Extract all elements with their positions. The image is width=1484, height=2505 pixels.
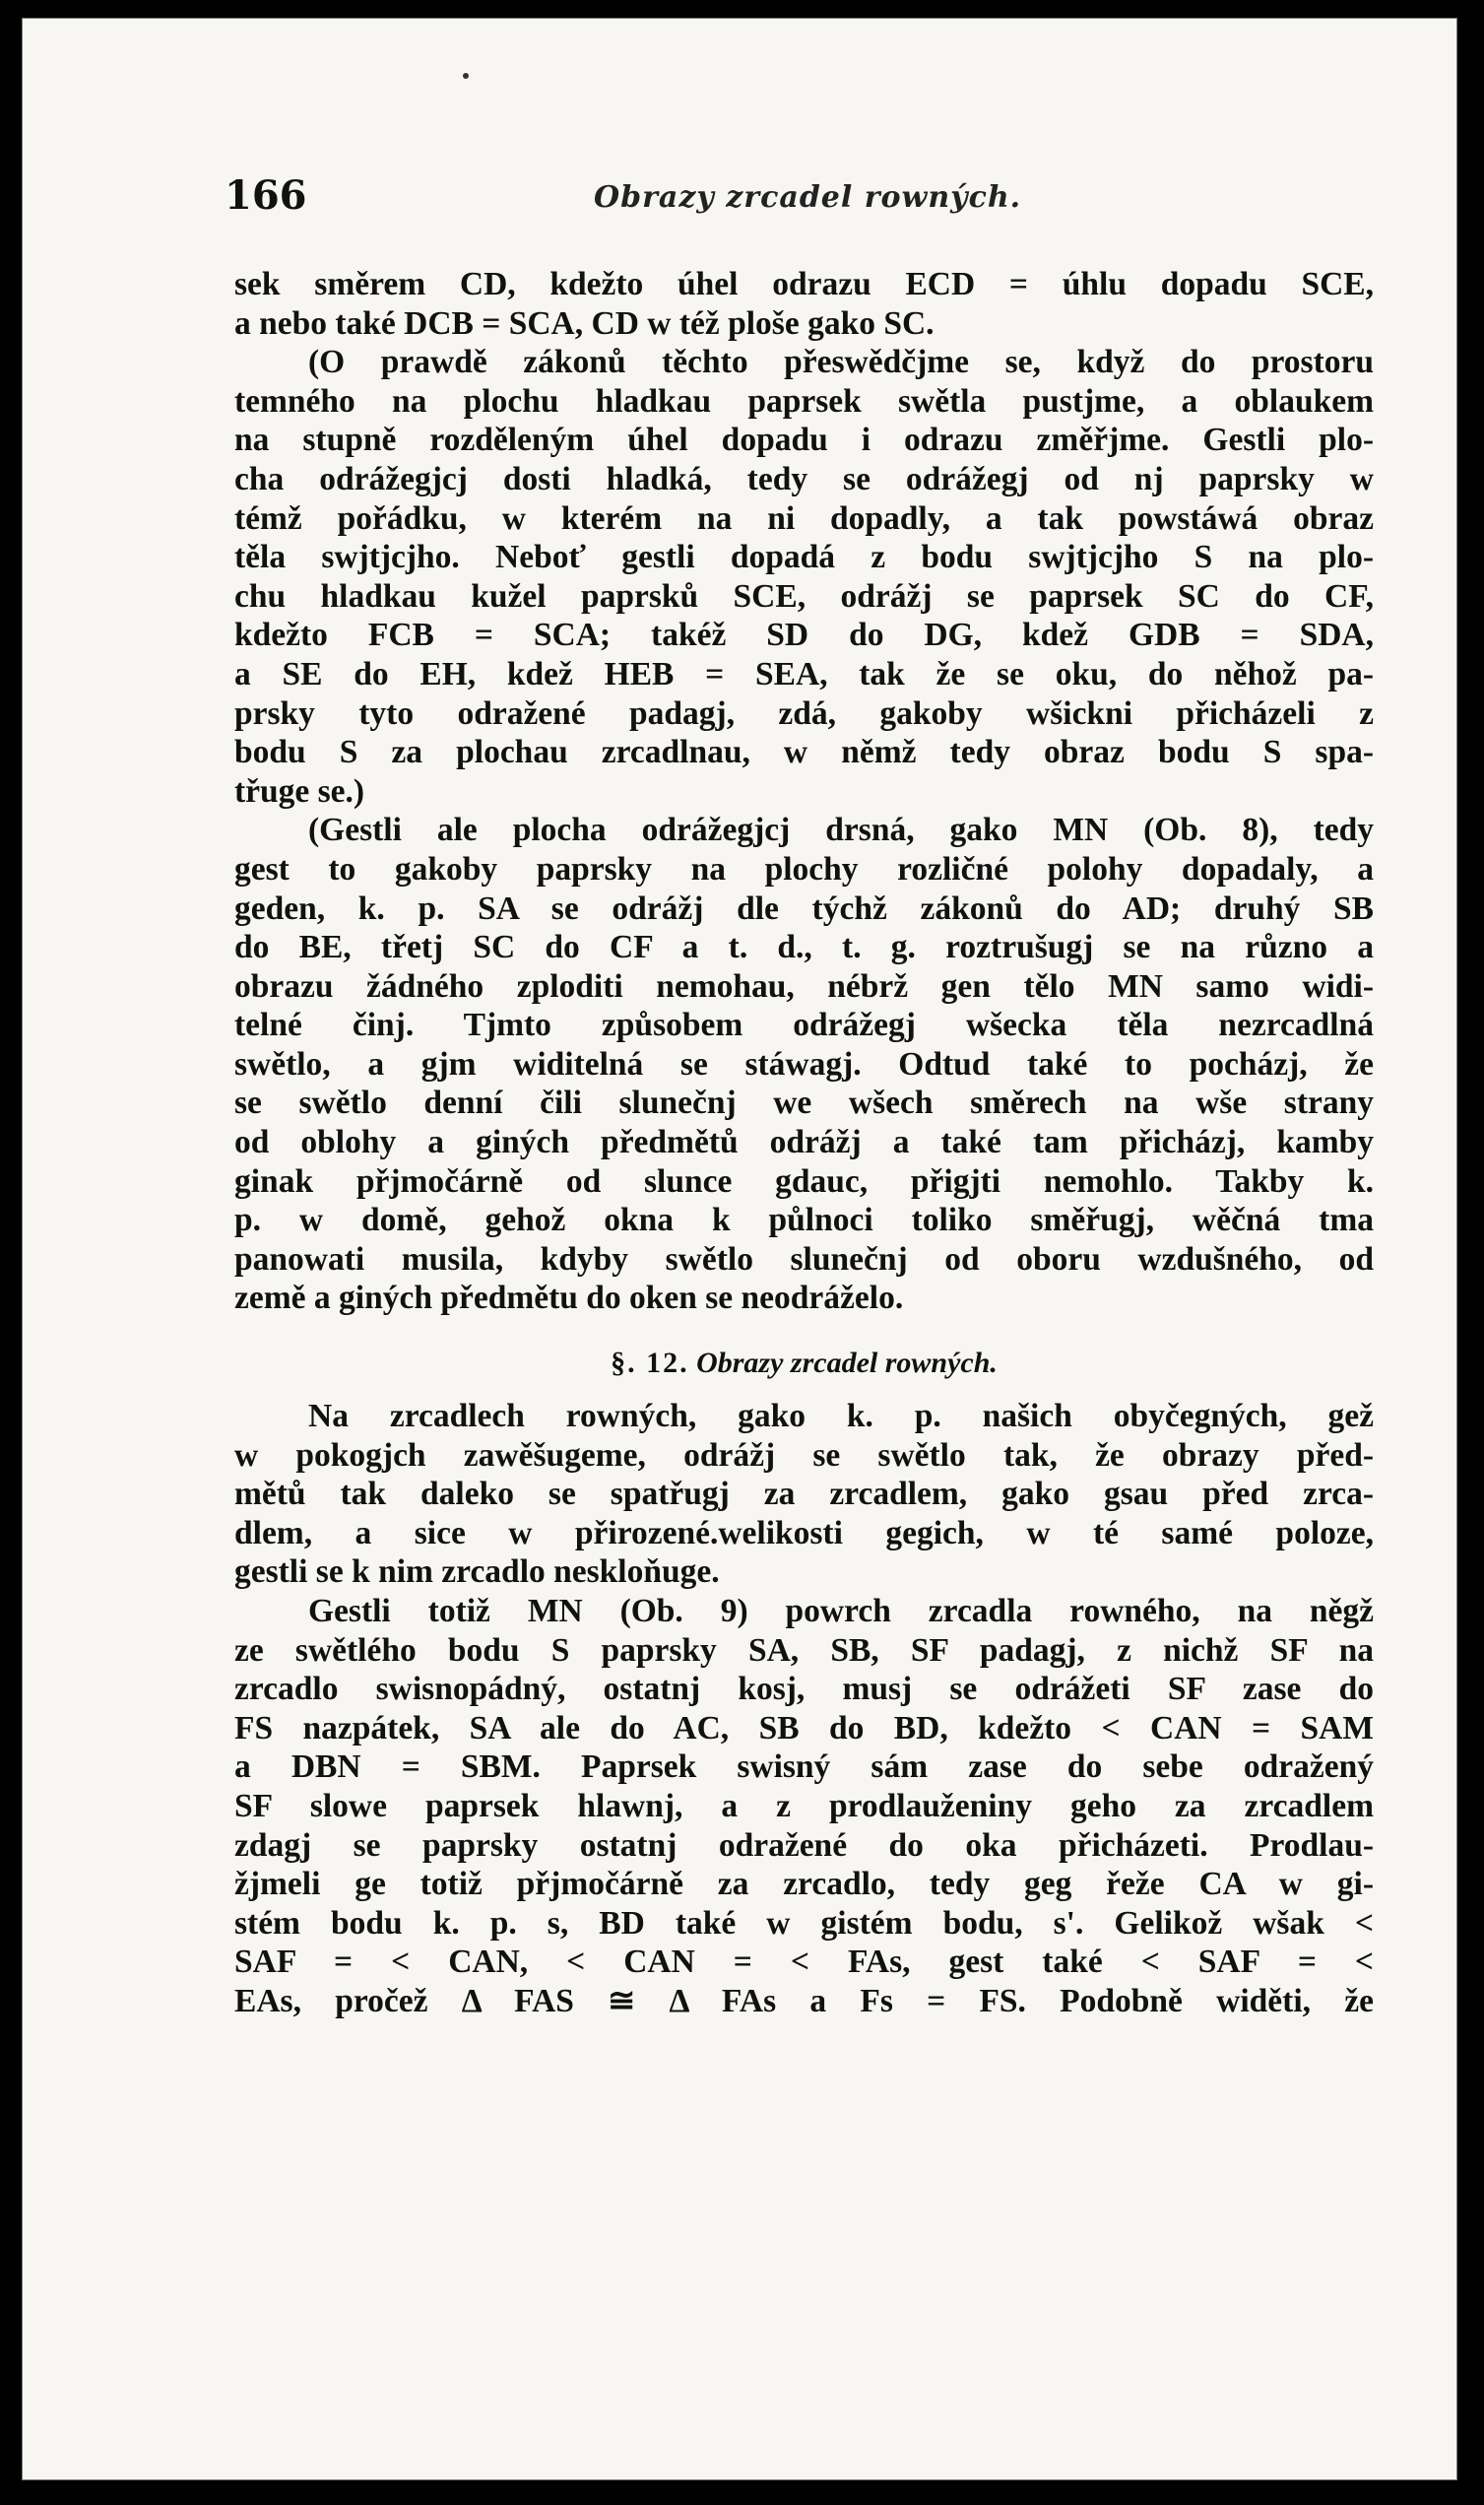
- text-line: od oblohy a giných předmětů odrážj a také tam přicházj, kamby: [234, 1124, 1374, 1161]
- text-line: dlem, a sice w přirozené.welikosti gegich, w té samé poloze,: [234, 1514, 1374, 1551]
- text-line: panowati musila, kdyby swětlo slunečnj od oboru wzdušného, od: [234, 1240, 1374, 1278]
- text-line: SAF = < CAN, < CAN = < FAs, gest také < SAF = <: [234, 1944, 1374, 1981]
- text-line: EAs, pročež Δ FAS ≅ Δ FAs a Fs = FS. Podobně widěti, že: [234, 1982, 1374, 2019]
- text-line: témž pořádku, w kterém na ni dopadly, a tak powstáwá obraz: [234, 499, 1374, 537]
- text-line: ginak přjmočárně od slunce gdauc, přigjti nemohlo. Takby k.: [234, 1162, 1374, 1200]
- text-line: (Gestli ale plocha odrážegjcj drsná, gako MN (Ob. 8), tedy: [308, 812, 1374, 849]
- text-line: swětlo, a gjm widitelná se stáwagj. Odtud také to pocházj, že: [234, 1045, 1374, 1083]
- text-line: temného na plochu hladkau paprsek swětla pustjme, a oblaukem: [234, 382, 1374, 420]
- page-number: 166: [225, 172, 307, 219]
- running-title: Obrazy zrcadel rowných.: [594, 180, 1022, 215]
- text-line: sek směrem CD, kdežto úhel odrazu ECD = úhlu dopadu SCE,: [234, 266, 1374, 302]
- text-line: gest to gakoby paprsky na plochy rozličné polohy dopadaly, a: [234, 850, 1374, 888]
- text-line: žjmeli ge totiž přjmočárně za zrcadlo, tedy geg řeže CA w gi-: [234, 1866, 1374, 1903]
- ink-speck: [463, 73, 469, 79]
- text-line: obrazu žádného zploditi nemohau, nébrž gen tělo MN samo widi-: [234, 967, 1374, 1005]
- section-number: §. 12.: [611, 1347, 689, 1380]
- text-line: třuge se.): [234, 772, 365, 810]
- text-line: na stupně rozděleným úhel dopadu i odrazu změřjme. Gestli plo-: [234, 422, 1374, 459]
- text-line: chu hladkau kužel paprsků SCE, odrážj se paprsek SC do CF,: [234, 577, 1374, 615]
- text-line: w pokogjch zawěšugeme, odrážj se swětlo tak, že obrazy před-: [234, 1436, 1374, 1474]
- section-heading: [234, 1334, 1374, 1393]
- text-line: gestli se k nim zrcadlo neskloňuge.: [234, 1553, 720, 1591]
- paragraph-4: [234, 1397, 1374, 1592]
- text-line: do BE, třetj SC do CF a t. d., t. g. roztrušugj se na různo a: [234, 929, 1374, 966]
- paragraph-2: [234, 343, 1374, 811]
- text-line: Na zrcadlech rowných, gako k. p. našich obyčegných, gež: [308, 1398, 1374, 1435]
- text-line: zdagj se paprsky ostatnj odražené do oka přicházeti. Prodlau-: [234, 1826, 1374, 1864]
- text-line: SF slowe paprsek hlawnj, a z prodlauženiny geho za zrcadlem: [234, 1787, 1374, 1824]
- text-line: FS nazpátek, SA ale do AC, SB do BD, kdežto < CAN = SAM: [234, 1709, 1374, 1747]
- text-line: zrcadlo swisnopádný, ostatnj kosj, musj se odrážeti SF zase do: [234, 1671, 1374, 1708]
- body-text: [234, 265, 1374, 2021]
- text-line: cha odrážegjcj dosti hladká, tedy se odrážegj od nj paprsky w: [234, 460, 1374, 497]
- text-line: ze swětlého bodu S paprsky SA, SB, SF padagj, z nichž SF na: [234, 1631, 1374, 1669]
- text-line: geden, k. p. SA se odrážj dle týchž zákonů do AD; druhý SB: [234, 890, 1374, 927]
- text-line: se swětlo denní čili slunečnj we wšech směrech na wše strany: [234, 1085, 1374, 1122]
- text-line: Gestli totiž MN (Ob. 9) powrch zrcadla rowného, na něgž: [308, 1593, 1374, 1629]
- text-line: a SE do EH, kdež HEB = SEA, tak že se oku, do něhož pa-: [234, 655, 1374, 692]
- paragraph-1: [234, 265, 1374, 343]
- text-line: bodu S za plochau zrcadlnau, w němž tedy obraz bodu S spa-: [234, 734, 1374, 771]
- text-line: a nebo také DCB = SCA, CD w též ploše gako SC.: [234, 304, 935, 342]
- book-page: [22, 18, 1457, 2480]
- page-header: [225, 172, 1377, 231]
- text-line: prsky tyto odražené padagj, zdá, gakoby wšickni přicházeli z: [234, 694, 1374, 732]
- section-title: Obrazy zrcadel rowných.: [696, 1347, 998, 1380]
- text-line: telné činj. Tjmto způsobem odrážegj wšecka těla nezrcadlná: [234, 1007, 1374, 1044]
- text-line: země a giných předmětu do oken se neodráželo.: [234, 1280, 904, 1317]
- text-line: p. w domě, gehož okna k půlnoci toliko směřugj, wěčná tma: [234, 1202, 1374, 1239]
- text-line: (O prawdě zákonů těchto přeswědčjme se, když do prostoru: [308, 344, 1374, 381]
- text-line: těla swjtjcjho. Neboť gestli dopadá z bodu swjtjcjho S na plo-: [234, 539, 1374, 576]
- text-line: a DBN = SBM. Paprsek swisný sám zase do sebe odražený: [234, 1748, 1374, 1786]
- paragraph-3: [234, 811, 1374, 1318]
- text-line: mětů tak daleko se spatřugj za zrcadlem, gako gsau před zrca-: [234, 1476, 1374, 1513]
- text-line: stém bodu k. p. s, BD také w gistém bodu, s'. Gelikož wšak <: [234, 1904, 1374, 1942]
- text-line: kdežto FCB = SCA; takéž SD do DG, kdež GDB = SDA,: [234, 617, 1374, 654]
- paragraph-5: [234, 1592, 1374, 2021]
